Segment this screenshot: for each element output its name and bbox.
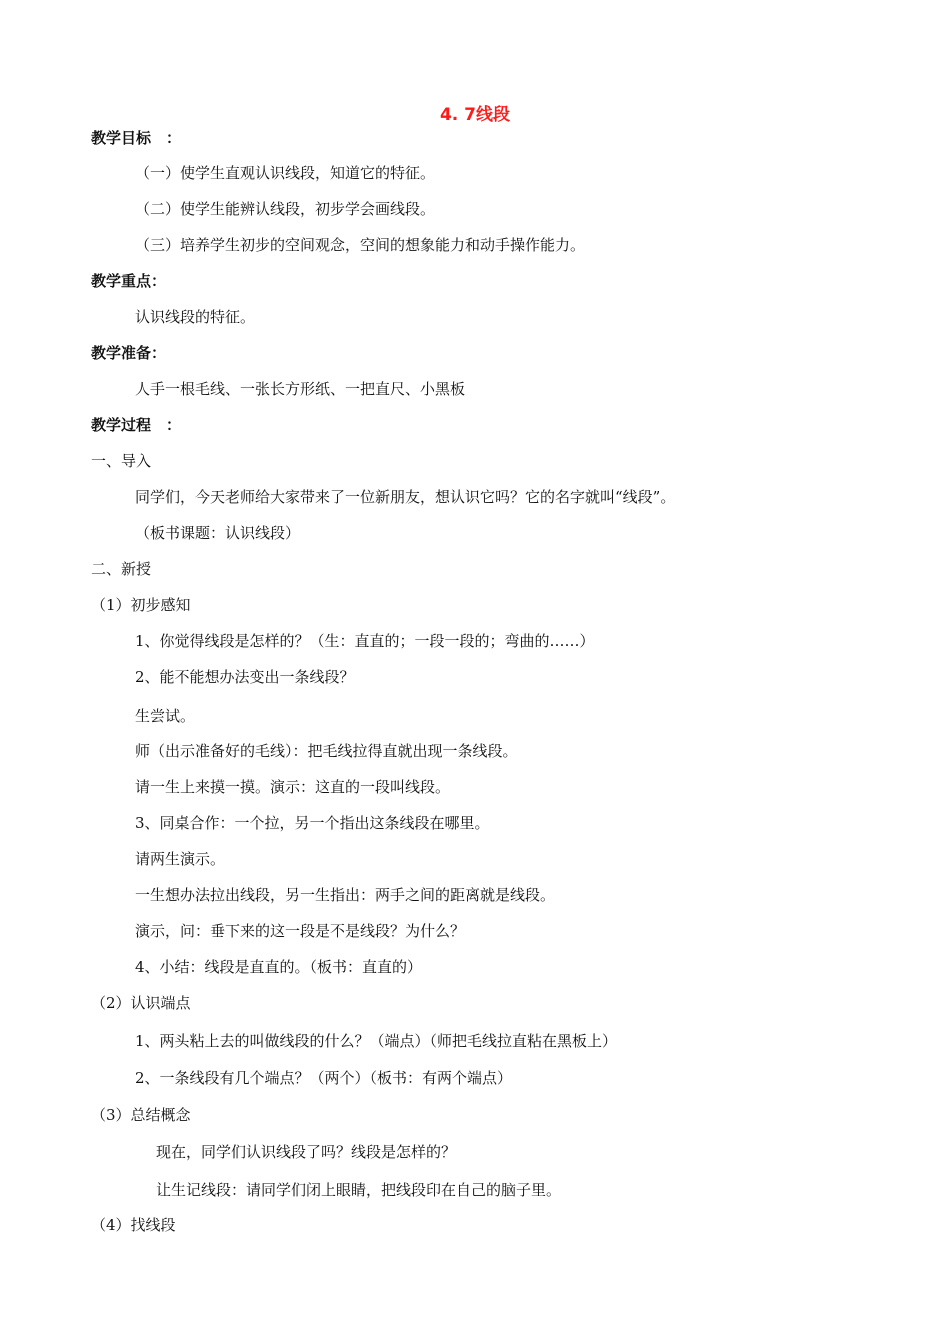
step-3-memorize: 让生记线段：请同学们闭上眼睛，把线段印在自己的脑子里。 [156,1181,562,1199]
step-2-1: 1、两头粘上去的叫做线段的什么？（端点）（师把毛线拉直粘在黑板上） [135,1032,618,1050]
step-1-pull-line: 一生想办法拉出线段，另一生指出：两手之间的距离就是线段。 [135,886,556,904]
step-1-teacher-demo: 师（出示准备好的毛线）：把毛线拉得直就出现一条线段。 [135,742,518,760]
subsection-3: （3）总结概念 [91,1106,191,1124]
section-new-lesson: 二、新授 [91,560,152,578]
step-1-student-try: 生尝试。 [135,707,196,725]
heading-key-point: 教学重点： [91,272,167,290]
key-point-text: 认识线段的特征。 [135,308,256,326]
step-1-two-students: 请两生演示。 [135,850,226,868]
intro-text: 同学们，今天老师给大家带来了一位新朋友，想认识它吗？它的名字就叫“线段”。 [135,488,676,506]
subsection-4: （4）找线段 [91,1216,176,1234]
step-1-3: 3、同桌合作：一个拉，另一个指出这条线段在哪里。 [135,814,490,832]
preparation-text: 人手一根毛线、一张长方形纸、一把直尺、小黑板 [135,380,466,398]
step-1-2: 2、能不能想办法变出一条线段？ [135,668,355,686]
heading-preparation: 教学准备： [91,344,167,362]
step-2-2: 2、一条线段有几个端点？（两个）（板书：有两个端点） [135,1069,513,1087]
step-1-question: 演示，问：垂下来的这一段是不是线段？为什么？ [135,922,466,940]
intro-board-note: （板书课题：认识线段） [135,524,301,542]
step-1-1: 1、你觉得线段是怎样的？（生：直直的；一段一段的；弯曲的……） [135,632,595,650]
step-1-4-summary: 4、小结：线段是直直的。（板书：直直的） [135,958,423,976]
subsection-2: （2）认识端点 [91,994,191,1012]
objective-2: （二）使学生能辨认线段，初步学会画线段。 [135,200,436,218]
section-intro: 一、导入 [91,452,152,470]
step-3-question: 现在，同学们认识线段了吗？线段是怎样的？ [156,1143,457,1161]
objective-1: （一）使学生直观认识线段，知道它的特征。 [135,164,436,182]
heading-process: 教学过程 ： [91,416,182,434]
page-title: 4. 7线段 [439,105,511,125]
objective-3: （三）培养学生初步的空间观念，空间的想象能力和动手操作能力。 [135,236,586,254]
step-1-touch: 请一生上来摸一摸。演示：这直的一段叫线段。 [135,778,451,796]
heading-objectives: 教学目标 ： [91,129,182,147]
subsection-1: （1）初步感知 [91,596,191,614]
